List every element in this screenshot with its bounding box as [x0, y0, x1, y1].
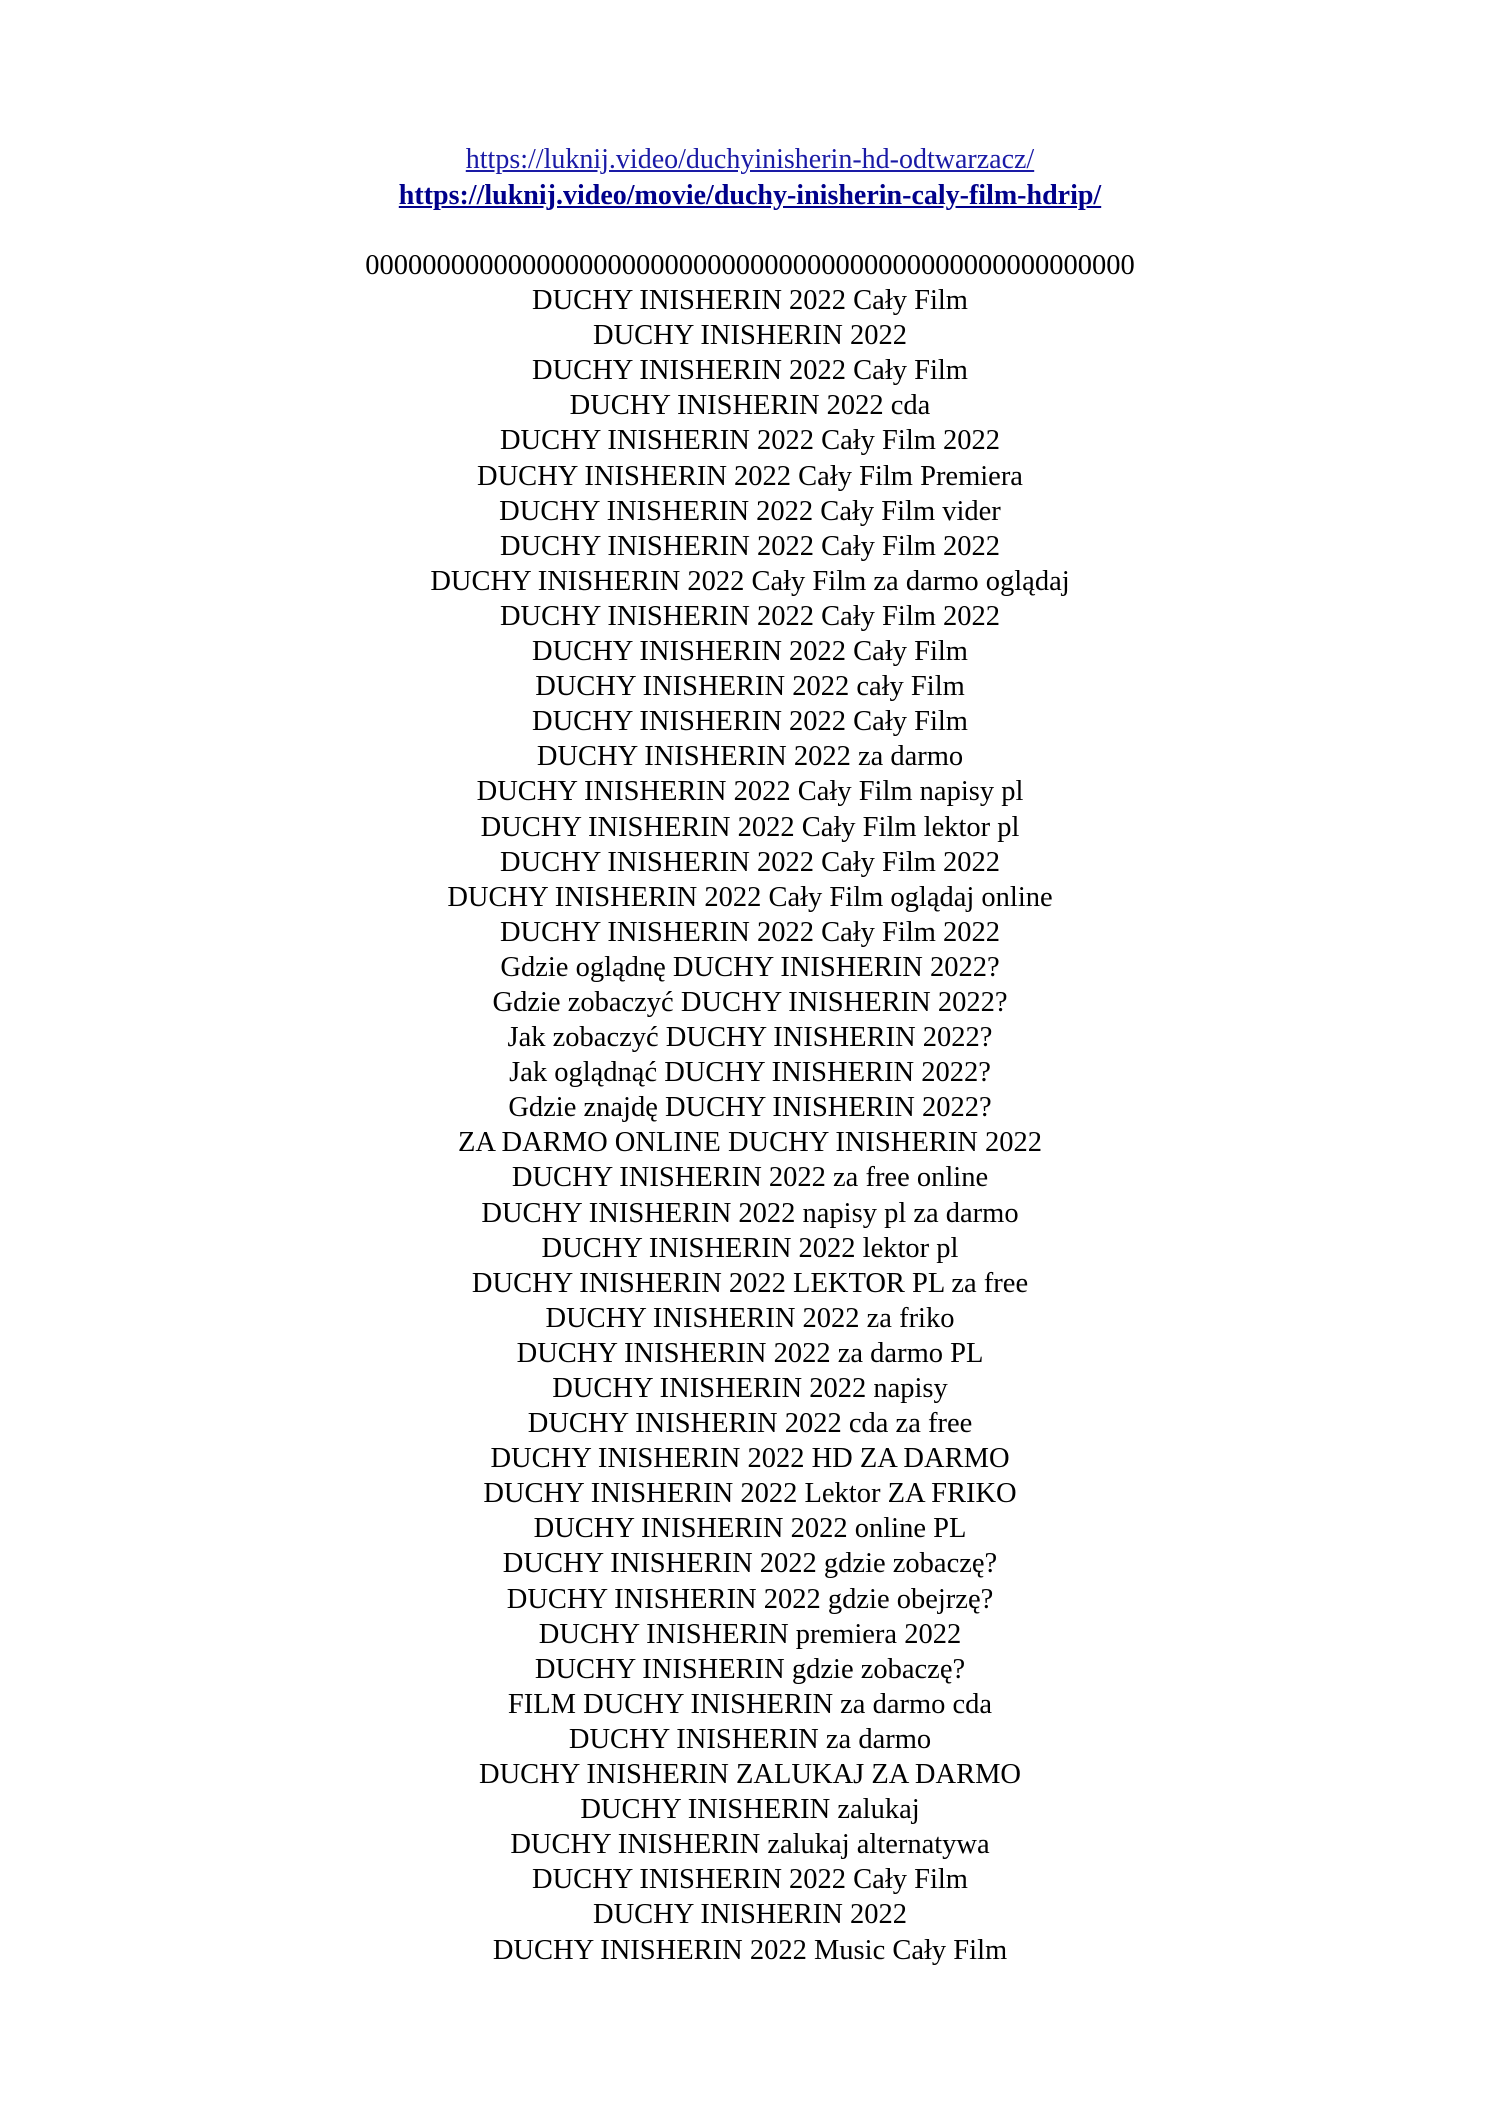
text-line: DUCHY INISHERIN 2022 cały Film — [535, 671, 965, 703]
text-block — [0, 248, 1500, 1968]
text-line: DUCHY INISHERIN 2022 Cały Film — [532, 285, 968, 317]
text-line: DUCHY INISHERIN 2022 napisy pl za darmo — [481, 1197, 1019, 1229]
text-line: Gdzie znajdę DUCHY INISHERIN 2022? — [508, 1092, 992, 1124]
text-line: DUCHY INISHERIN 2022 cda za free — [527, 1408, 973, 1440]
text-line: DUCHY INISHERIN 2022 HD ZA DARMO — [490, 1443, 1010, 1475]
text-line: DUCHY INISHERIN 2022 Lektor ZA FRIKO — [483, 1478, 1017, 1510]
link-block — [0, 142, 1500, 214]
text-line: DUCHY INISHERIN 2022 Cały Film 2022 — [499, 846, 1001, 878]
text-line: DUCHY INISHERIN 2022 — [592, 1899, 907, 1931]
movie-link[interactable]: https://luknij.video/movie/duchy-inisherin-caly-film-hdrip/ — [398, 180, 1102, 211]
separator-line: 000000000000000000000000000000000000000000000000000000 — [365, 250, 1135, 281]
text-line: Jak zobaczyć DUCHY INISHERIN 2022? — [507, 1022, 993, 1054]
text-line: DUCHY INISHERIN 2022 Cały Film vider — [499, 495, 1001, 527]
text-line: DUCHY INISHERIN 2022 Cały Film oglądaj online — [447, 881, 1053, 913]
text-line: DUCHY INISHERIN 2022 Cały Film — [532, 636, 968, 668]
text-line: DUCHY INISHERIN 2022 Cały Film 2022 — [499, 600, 1001, 632]
text-line: ZA DARMO ONLINE DUCHY INISHERIN 2022 — [458, 1127, 1042, 1159]
text-line: DUCHY INISHERIN 2022 gdzie zobaczę? — [502, 1548, 998, 1580]
text-line: DUCHY INISHERIN 2022 — [592, 320, 907, 352]
text-line: DUCHY INISHERIN 2022 Cały Film — [532, 1864, 968, 1896]
player-link[interactable]: https://luknij.video/duchyinisherin-hd-odtwarzacz/ — [465, 144, 1035, 175]
text-line: Gdzie zobaczyć DUCHY INISHERIN 2022? — [492, 986, 1008, 1018]
text-line: DUCHY INISHERIN gdzie zobaczę? — [534, 1653, 966, 1685]
text-line: DUCHY INISHERIN 2022 za free online — [511, 1162, 989, 1194]
text-line: DUCHY INISHERIN 2022 Cały Film Premiera — [477, 460, 1023, 492]
text-line: DUCHY INISHERIN 2022 za friko — [545, 1302, 955, 1334]
text-line: DUCHY INISHERIN 2022 Cały Film 2022 — [499, 530, 1001, 562]
text-line: DUCHY INISHERIN 2022 Cały Film za darmo oglądaj — [430, 565, 1070, 597]
text-line: Jak oglądnąć DUCHY INISHERIN 2022? — [509, 1057, 991, 1089]
text-line: DUCHY INISHERIN 2022 Cały Film 2022 — [499, 425, 1001, 457]
text-line: DUCHY INISHERIN 2022 LEKTOR PL za free — [471, 1267, 1029, 1299]
text-line: DUCHY INISHERIN 2022 lektor pl — [541, 1232, 959, 1264]
text-line: DUCHY INISHERIN 2022 za darmo PL — [516, 1337, 984, 1369]
text-line: DUCHY INISHERIN 2022 online PL — [533, 1513, 967, 1545]
text-line: DUCHY INISHERIN 2022 Cały Film — [532, 706, 968, 738]
text-line: DUCHY INISHERIN 2022 za darmo — [536, 741, 964, 773]
text-line: DUCHY INISHERIN 2022 Cały Film — [532, 355, 968, 387]
text-line: DUCHY INISHERIN 2022 Cały Film lektor pl — [480, 811, 1020, 843]
text-line: DUCHY INISHERIN 2022 Music Cały Film — [492, 1934, 1008, 1966]
text-line: DUCHY INISHERIN 2022 Cały Film napisy pl — [476, 776, 1024, 808]
text-line: DUCHY INISHERIN ZALUKAJ ZA DARMO — [478, 1759, 1021, 1791]
text-line: DUCHY INISHERIN 2022 napisy — [552, 1373, 948, 1404]
text-line: DUCHY INISHERIN za darmo — [568, 1723, 932, 1755]
text-line: DUCHY INISHERIN 2022 gdzie obejrzę? — [506, 1583, 994, 1615]
text-line: DUCHY INISHERIN 2022 Cały Film 2022 — [499, 916, 1001, 948]
text-line: Gdzie oglądnę DUCHY INISHERIN 2022? — [500, 951, 1000, 983]
text-line: FILM DUCHY INISHERIN za darmo cda — [507, 1688, 993, 1720]
text-line: DUCHY INISHERIN zalukaj alternatywa — [510, 1829, 990, 1861]
text-line: DUCHY INISHERIN zalukaj — [580, 1794, 920, 1826]
text-line: DUCHY INISHERIN 2022 cda — [569, 390, 931, 422]
text-line: DUCHY INISHERIN premiera 2022 — [538, 1618, 962, 1650]
